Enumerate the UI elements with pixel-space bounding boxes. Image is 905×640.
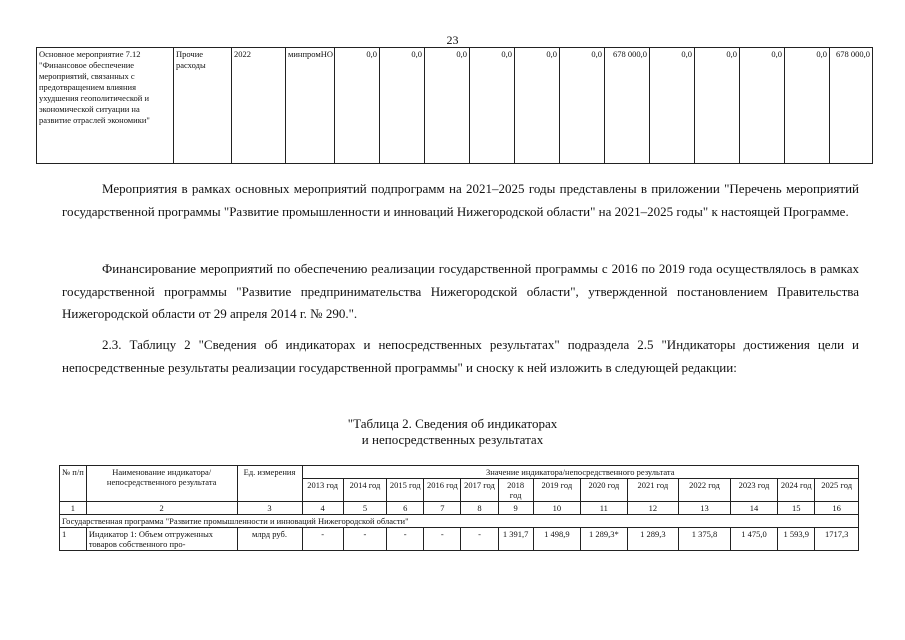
col-number: 14: [730, 502, 777, 515]
col-number: 13: [679, 502, 731, 515]
value-cell: 678 000,0: [605, 48, 650, 164]
program-row: [60, 515, 859, 528]
indicator-value: -: [424, 528, 461, 551]
top-table-row: [37, 48, 873, 164]
header-year: 2016 год: [424, 479, 461, 502]
program-name: Государственная программа "Развитие промышленности и инноваций Нижегородской области": [60, 515, 859, 528]
col-number: 11: [581, 502, 627, 515]
header-year: 2019 год: [533, 479, 580, 502]
table2-title-line1: "Таблица 2. Сведения об индикаторах: [347, 416, 558, 431]
header-year: 2017 год: [461, 479, 498, 502]
col-number: 2: [86, 502, 237, 515]
indicator-value: 1 391,7: [498, 528, 533, 551]
header-name: Наименование индикатора/непосредственного результата: [86, 466, 237, 502]
page-number: 23: [446, 33, 459, 47]
header-year: 2015 год: [387, 479, 424, 502]
header-year: 2020 год: [581, 479, 627, 502]
paragraph-financing: Финансирование мероприятий по обеспечению реализации государственной программы с 2016 по 2019 года осуществлялось в рамках государственной программы "Развитие предпринимательства Нижегородской области", утвержденной постановлением Правительства Нижегородской области от 29 апреля 2014 г. № 290.".: [62, 261, 859, 321]
col-number: 4: [302, 502, 343, 515]
indicator-name: Индикатор 1: Объем отгруженных товаров собственного про-: [86, 528, 237, 551]
header-year: 2021 год: [627, 479, 679, 502]
header-unit: Ед. измерения: [237, 466, 302, 502]
header-row: [60, 466, 859, 479]
indicator-value: 1 375,8: [679, 528, 731, 551]
col-number: 5: [343, 502, 386, 515]
expense-type-cell: Прочие расходы: [174, 48, 232, 164]
value-cell: 0,0: [335, 48, 380, 164]
indicator-value: -: [461, 528, 498, 551]
col-number: 10: [533, 502, 580, 515]
indicator-value: 1 498,9: [533, 528, 580, 551]
paragraph-table-amendment: 2.3. Таблицу 2 "Сведения об индикаторах и непосредственных результатах" подраздела 2.5 "Индикаторы достижения цели и непосредственные результаты реализации государственной программы" и сноску к ней изложить в следующей редакции:: [62, 337, 859, 375]
indicators-table: [59, 465, 859, 551]
indicator-value: 1 593,9: [778, 528, 815, 551]
indicator-value: -: [387, 528, 424, 551]
paragraph-measures: Мероприятия в рамках основных мероприятий подпрограмм на 2021–2025 годы представлены в приложении "Перечень мероприятий государственной программы "Развитие промышленности и инноваций Нижегородской области" на 2021–2025 годы" к настоящей Программе.: [62, 181, 859, 219]
indicator-value: 1 289,3: [627, 528, 679, 551]
value-cell: 0,0: [515, 48, 560, 164]
header-year: 2025 год: [815, 479, 859, 502]
col-number: 3: [237, 502, 302, 515]
value-cell: 0,0: [650, 48, 695, 164]
top-table: [36, 47, 873, 164]
col-number: 8: [461, 502, 498, 515]
value-cell: 678 000,0: [830, 48, 873, 164]
indicator-value: 1 475,0: [730, 528, 777, 551]
header-values-group: Значение индикатора/непосредственного результата: [302, 466, 858, 479]
table2-title: [0, 416, 905, 448]
year-cell: 2022: [232, 48, 286, 164]
indicator-value: 1 289,3*: [581, 528, 627, 551]
value-cell: 0,0: [695, 48, 740, 164]
col-number: 12: [627, 502, 679, 515]
value-cell: 0,0: [425, 48, 470, 164]
column-number-row: [60, 502, 859, 515]
row-num: 1: [60, 528, 87, 551]
indicator-value: -: [302, 528, 343, 551]
col-number: 15: [778, 502, 815, 515]
col-number: 16: [815, 502, 859, 515]
header-year: 2023 год: [730, 479, 777, 502]
value-cell: 0,0: [470, 48, 515, 164]
table-row: [60, 528, 859, 551]
header-year: 2022 год: [679, 479, 731, 502]
agency-cell: минпромНО: [286, 48, 335, 164]
table2-title-line2: и непосредственных результатах: [361, 432, 544, 447]
header-year: 2013 год: [302, 479, 343, 502]
header-year: 2018 год: [498, 479, 533, 502]
col-number: 9: [498, 502, 533, 515]
indicator-value: 1717,3: [815, 528, 859, 551]
indicator-value: -: [343, 528, 386, 551]
value-cell: 0,0: [785, 48, 830, 164]
value-cell: 0,0: [560, 48, 605, 164]
col-number: 1: [60, 502, 87, 515]
col-number: 7: [424, 502, 461, 515]
value-cell: 0,0: [380, 48, 425, 164]
header-year: 2024 год: [778, 479, 815, 502]
header-year: 2014 год: [343, 479, 386, 502]
header-num: № п/п: [60, 466, 87, 502]
col-number: 6: [387, 502, 424, 515]
measure-name-cell: Основное мероприятие 7.12 "Финансовое обеспечение мероприятий, связанных с предотвращением влияния ухудшения геополитической и экономической ситуации на развитие отраслей экономики": [37, 48, 174, 164]
value-cell: 0,0: [740, 48, 785, 164]
indicator-unit: млрд руб.: [237, 528, 302, 551]
